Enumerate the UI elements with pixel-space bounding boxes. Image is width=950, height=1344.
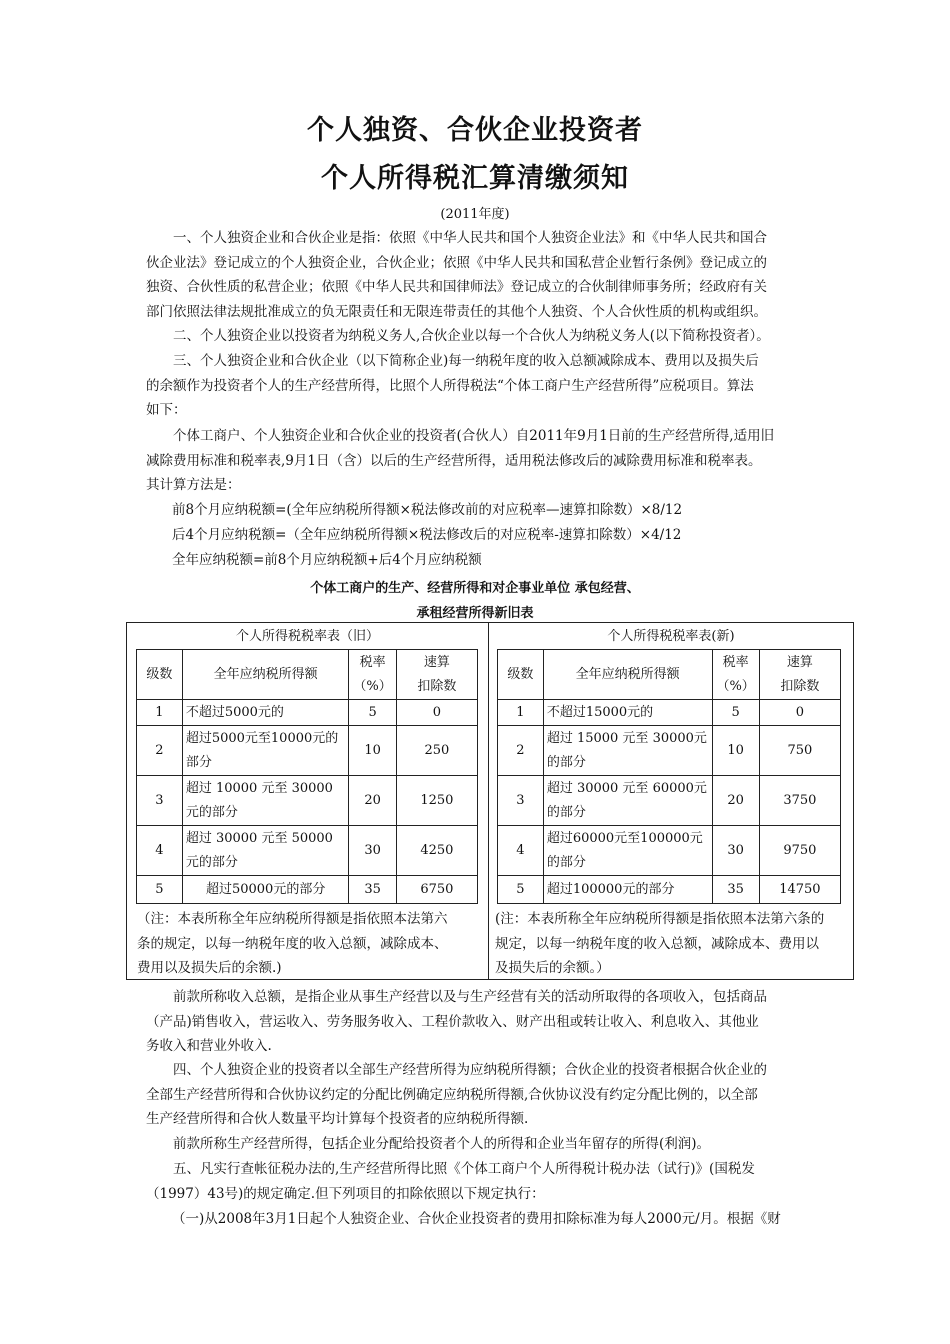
p6-line: 四、个人独资企业的投资者以全部生产经营所得为应纳税所得额；合伙企业的投资者根据合伙企业的 (173, 1062, 767, 1078)
old-table-note (137, 907, 482, 981)
cell-rate: 20 (349, 776, 396, 826)
p9-line: （一)从2008年3月1日起个人独资企业、合伙企业投资者的费用扣除标准为每人2000元/月。根据《财 (172, 1211, 781, 1227)
header-level: 级数 (137, 650, 183, 700)
p6-line: 全部生产经营所得和合伙协议约定的分配比例确定应纳税所得额,合伙协议没有约定分配比例的，以全部 (146, 1086, 758, 1103)
p8-line: （1997）43号)的规定确定.但下列项目的扣除依照以下规定执行： (146, 1185, 545, 1202)
cell-rate: 10 (349, 726, 396, 776)
cell-rate: 20 (712, 776, 759, 826)
cell-income: 超过100000元的部分 (543, 876, 712, 904)
cell-deduction: 750 (759, 726, 840, 776)
cell-income: 超过 30000 元至 60000元的部分 (543, 776, 712, 826)
cell-deduction: 250 (396, 726, 477, 776)
note-line: 条的规定，以每一纳税年度的收入总额，减除成本、 (137, 935, 448, 952)
cell-level: 3 (498, 776, 544, 826)
old-rate-table (136, 649, 478, 904)
p4-line: 个体工商户、个人独资企业和合伙企业的投资者(合伙人）自2011年9月1日前的生产经营所得,适用旧 (173, 428, 775, 444)
paragraph-2 (146, 324, 808, 349)
table-row (498, 876, 841, 904)
header-level: 级数 (498, 650, 544, 700)
cell-level: 1 (137, 700, 183, 726)
paragraph-7 (146, 1132, 808, 1157)
doc-title-line2: 个人所得税汇算清缴须知 (321, 163, 629, 194)
formula-annual-total: 全年应纳税额=前8个月应纳税额+后4个月应纳税额 (172, 552, 482, 568)
cell-rate: 35 (712, 876, 759, 904)
cell-level: 4 (498, 826, 544, 876)
paragraph-6 (146, 1058, 808, 1132)
new-table-title: 个人所得税税率表(新) (607, 629, 735, 644)
paragraph-4 (146, 424, 808, 498)
table-caption-line1: 个体工商户的生产、经营所得和对企事业单位 承包经营、 (310, 581, 640, 596)
note-line: (注：本表所称全年应纳税所得额是指依照本法第六条的 (495, 911, 825, 927)
cell-level: 2 (137, 726, 183, 776)
cell-rate: 30 (712, 826, 759, 876)
header-deduction: 速算 扣除数 (396, 650, 477, 700)
cell-level: 5 (498, 876, 544, 904)
cell-income: 超过5000元至10000元的部分 (182, 726, 349, 776)
cell-deduction: 3750 (759, 776, 840, 826)
note-line: （注：本表所称全年应纳税所得额是指依照本法第六 (137, 911, 448, 927)
p5-line: 务收入和营业外收入. (146, 1038, 272, 1054)
table-row (498, 700, 841, 726)
p4-line: 减除费用标准和税率表,9月1日（含）以后的生产经营所得，适用税法修改后的减除费用标准和税率表。 (146, 452, 762, 469)
p6-line: 生产经营所得和合伙人数量平均计算每个投资者的应纳税所得额. (146, 1111, 529, 1127)
cell-deduction: 0 (759, 700, 840, 726)
cell-level: 3 (137, 776, 183, 826)
old-table-title: 个人所得税税率表（旧） (235, 629, 379, 644)
table-row (137, 700, 478, 726)
note-line: 费用以及损失后的余额.) (137, 960, 282, 976)
paragraph-8 (146, 1157, 808, 1206)
cell-deduction: 14750 (759, 876, 840, 904)
frame-divider (488, 623, 489, 979)
cell-rate: 5 (349, 700, 396, 726)
cell-income: 不超过5000元的 (182, 700, 349, 726)
table-row (498, 776, 841, 826)
cell-deduction: 9750 (759, 826, 840, 876)
p1-line: 伙企业法》登记成立的个人独资企业，合伙企业；依照《中华人民共和国私营企业暂行条例》登记成立的 (146, 254, 767, 271)
paragraph-3 (146, 349, 808, 423)
p3-line: 如下： (146, 402, 187, 418)
doc-title-line1: 个人独资、合伙企业投资者 (307, 115, 643, 146)
table-caption-line2: 承租经营所得新旧表 (416, 606, 534, 621)
paragraph-1 (146, 226, 808, 324)
p7-line: 前款所称生产经营所得，包括企业分配给投资者个人的所得和企业当年留存的所得(利润)。 (173, 1136, 711, 1152)
cell-deduction: 1250 (396, 776, 477, 826)
p1-line: 部门依照法律法规批准成立的负无限责任和无限连带责任的其他个人独资、个人合伙性质的机构或组织。 (146, 303, 767, 320)
table-row (498, 826, 841, 876)
cell-rate: 10 (712, 726, 759, 776)
formula-first-8-months: 前8个月应纳税额=(全年应纳税所得额×税法修改前的对应税率—速算扣除数）×8/12 (172, 502, 683, 518)
new-table-note (495, 907, 851, 981)
rate-tables-frame (126, 622, 854, 980)
p3-line: 的余额作为投资者个人的生产经营所得，比照个人所得税法“个体工商户生产经营所得”应税项目。算法 (146, 377, 754, 394)
paragraph-5 (146, 985, 808, 1059)
header-income: 全年应纳税所得额 (543, 650, 712, 700)
new-rate-table (497, 649, 841, 904)
header-rate: 税率 （%） (349, 650, 396, 700)
note-line: 规定，以每一纳税年度的收入总额，减除成本、费用以 (495, 935, 819, 952)
p2-line: 二、个人独资企业以投资者为纳税义务人,合伙企业以每一个合伙人为纳税义务人(以下简称投资者）。 (173, 328, 770, 344)
p1-line: 一、个人独资企业和合伙企业是指：依照《中华人民共和国个人独资企业法》和《中华人民共和国合 (173, 230, 767, 246)
cell-level: 4 (137, 826, 183, 876)
header-rate: 税率 （%） (712, 650, 759, 700)
table-row (137, 776, 478, 826)
table-row (137, 876, 478, 904)
cell-deduction: 4250 (396, 826, 477, 876)
cell-rate: 5 (712, 700, 759, 726)
note-line: 及损失后的余额。） (495, 960, 610, 976)
table-row (137, 826, 478, 876)
paragraph-9 (172, 1207, 812, 1232)
cell-deduction: 6750 (396, 876, 477, 904)
cell-income: 超过 10000 元至 30000元的部分 (182, 776, 349, 826)
p5-line: （产品)销售收入，营运收入、劳务服务收入、工程价款收入、财产出租或转让收入、利息收入、其他业 (146, 1013, 759, 1030)
cell-rate: 35 (349, 876, 396, 904)
header-income: 全年应纳税所得额 (182, 650, 349, 700)
cell-rate: 30 (349, 826, 396, 876)
table-row (498, 726, 841, 776)
p5-line: 前款所称收入总额，是指企业从事生产经营以及与生产经营有关的活动所取得的各项收入，包括商品 (173, 989, 767, 1005)
p1-line: 独资、合伙性质的私营企业；依照《中华人民共和国律师法》登记成立的合伙制律师事务所；经政府有关 (146, 279, 767, 295)
cell-income: 超过 15000 元至 30000元的部分 (543, 726, 712, 776)
cell-level: 1 (498, 700, 544, 726)
header-deduction: 速算 扣除数 (759, 650, 840, 700)
cell-deduction: 0 (396, 700, 477, 726)
table-row (137, 726, 478, 776)
p3-line: 三、个人独资企业和合伙企业（以下简称企业)每一纳税年度的收入总额减除成本、费用以及损失后 (173, 353, 759, 369)
cell-income: 不超过15000元的 (543, 700, 712, 726)
cell-income: 超过50000元的部分 (182, 876, 349, 904)
cell-income: 超过60000元至100000元的部分 (543, 826, 712, 876)
formula-last-4-months: 后4个月应纳税额=（全年应纳税所得额×税法修改后的对应税率-速算扣除数）×4/12 (172, 527, 682, 543)
doc-year: (2011年度) (440, 207, 510, 222)
cell-level: 5 (137, 876, 183, 904)
p4-line: 其计算方法是： (146, 477, 241, 493)
p8-line: 五、凡实行查帐征税办法的,生产经营所得比照《个体工商户个人所得税计税办法（试行)》(国税发 (173, 1161, 755, 1177)
cell-income: 超过 30000 元至 50000元的部分 (182, 826, 349, 876)
cell-level: 2 (498, 726, 544, 776)
